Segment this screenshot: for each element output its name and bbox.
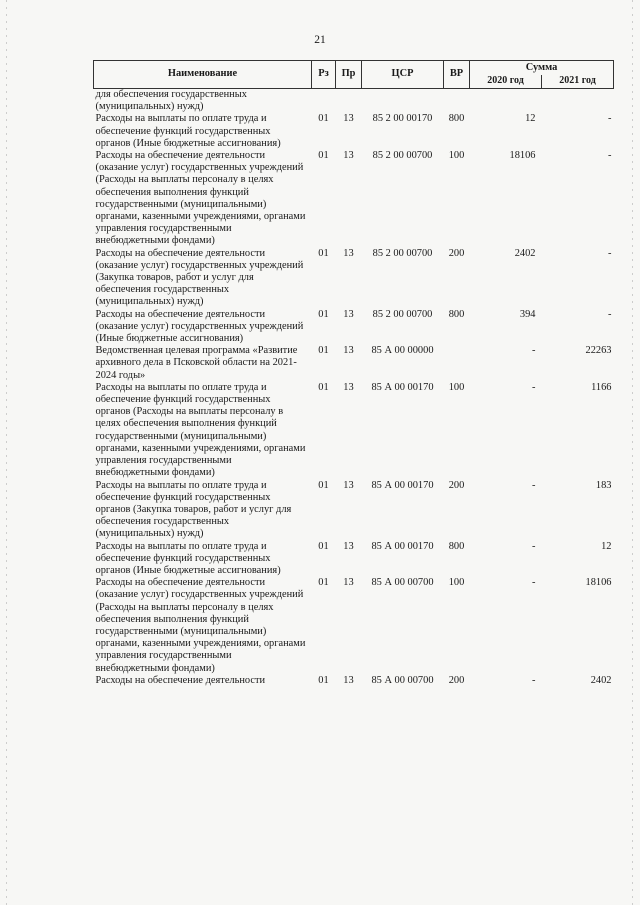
budget-table-container <box>93 60 613 687</box>
row-vr-cell: 100 <box>448 577 465 589</box>
row-csr-cell: 85 А 00 00170 <box>371 381 434 393</box>
budget-table <box>93 60 614 687</box>
header-pr: Пр <box>336 61 362 89</box>
row-csr-cell: 85 2 00 00700 <box>372 150 433 162</box>
row-name-cell: для обеспечения государственных (муниципальных) нужд) <box>95 89 247 113</box>
row-amount-2021-cell: - <box>608 247 612 259</box>
row-amount-2020-cell: - <box>532 674 536 686</box>
header-name: Наименование <box>94 61 312 89</box>
row-rz-cell: 01 <box>318 113 329 125</box>
row-name-cell: Расходы на выплаты по оплате труда и обеспечение функций государственных органов (Иные бюджетные ассигнования) <box>95 540 281 576</box>
row-amount-2021-cell: 183 <box>595 479 612 491</box>
row-csr-cell: 85 А 00 00700 <box>371 577 434 589</box>
row-pr-cell: 13 <box>343 247 354 259</box>
row-amount-2020-cell: - <box>532 479 536 491</box>
table-row <box>94 382 614 480</box>
row-csr-cell: 85 2 00 00170 <box>372 113 433 125</box>
table-row <box>94 345 614 382</box>
row-csr-cell <box>362 89 444 114</box>
row-pr-cell: 13 <box>343 577 354 589</box>
table-row <box>94 89 614 114</box>
row-name-cell: Расходы на обеспечение деятельности (оказание услуг) государственных учреждений (Закупка товаров, работ и услуг для обеспечения государственных (муниципальных) нужд) <box>95 247 304 308</box>
row-pr-cell: 13 <box>343 113 354 125</box>
row-rz-cell: 01 <box>318 345 329 357</box>
row-vr-cell: 800 <box>448 113 465 125</box>
row-pr-cell: 13 <box>343 150 354 162</box>
scan-edge-left <box>6 0 7 905</box>
row-amount-2021-cell: - <box>608 308 612 320</box>
row-pr-cell: 13 <box>343 674 354 686</box>
row-rz-cell: 01 <box>318 577 329 589</box>
row-vr-cell <box>444 345 470 382</box>
row-vr-cell: 200 <box>448 674 465 686</box>
row-amount-2020-cell: 18106 <box>509 150 536 162</box>
page-number: 21 <box>314 34 326 46</box>
row-amount-2021-cell: 1166 <box>591 381 612 393</box>
table-row <box>94 150 614 248</box>
row-amount-2021-cell: - <box>608 113 612 125</box>
row-amount-2021-cell: 22263 <box>585 345 612 357</box>
row-amount-2020-cell: 12 <box>525 113 536 125</box>
table-row <box>94 309 614 346</box>
row-pr-cell: 13 <box>343 479 354 491</box>
row-pr-cell: 13 <box>343 345 354 357</box>
row-amount-2020-cell: 2402 <box>514 247 536 259</box>
row-pr-cell: 13 <box>343 308 354 320</box>
header-sum: Сумма <box>470 61 614 76</box>
row-csr-cell: 85 А 00 00000 <box>371 345 434 357</box>
row-vr-cell: 200 <box>448 479 465 491</box>
row-amount-2020-cell <box>470 89 542 114</box>
row-vr-cell: 100 <box>448 381 465 393</box>
row-rz-cell: 01 <box>318 479 329 491</box>
table-row <box>94 541 614 578</box>
row-vr-cell: 200 <box>448 247 465 259</box>
row-amount-2020-cell: - <box>532 540 536 552</box>
row-pr-cell: 13 <box>343 381 354 393</box>
row-amount-2021-cell: 12 <box>601 540 612 552</box>
table-row <box>94 675 614 687</box>
row-rz-cell: 01 <box>318 247 329 259</box>
row-amount-2021-cell: - <box>608 150 612 162</box>
row-vr-cell: 800 <box>448 308 465 320</box>
row-name-cell: Расходы на обеспечение деятельности <box>95 674 266 686</box>
row-amount-2021-cell: 2402 <box>590 674 612 686</box>
row-csr-cell: 85 2 00 00700 <box>372 247 433 259</box>
table-row <box>94 480 614 541</box>
table-header <box>94 61 614 89</box>
header-rz: Рз <box>312 61 336 89</box>
table-row <box>94 577 614 675</box>
row-name-cell: Расходы на обеспечение деятельности (оказание услуг) государственных учреждений (Иные бюджетные ассигнования) <box>95 308 304 345</box>
header-year-2021: 2021 год <box>542 75 614 89</box>
table-row <box>94 113 614 150</box>
row-name-cell: Расходы на выплаты по оплате труда и обеспечение функций государственных органов (Иные бюджетные ассигнования) <box>95 113 281 149</box>
row-amount-2020-cell: 394 <box>519 308 536 320</box>
table-body <box>94 89 614 687</box>
row-rz-cell: 01 <box>318 674 329 686</box>
row-vr-cell: 800 <box>448 540 465 552</box>
row-amount-2021-cell: 18106 <box>585 577 612 589</box>
row-amount-2020-cell: - <box>532 381 536 393</box>
row-vr-cell <box>444 89 470 114</box>
row-name-cell: Ведомственная целевая программа «Развитие архивного дела в Псковской области на 2021-2024 годы» <box>95 345 298 381</box>
row-vr-cell: 100 <box>448 150 465 162</box>
table-row <box>94 248 614 309</box>
row-rz-cell <box>312 89 336 114</box>
scan-edge-right <box>632 0 633 905</box>
row-csr-cell: 85 2 00 00700 <box>372 308 433 320</box>
row-rz-cell: 01 <box>318 150 329 162</box>
row-name-cell: Расходы на обеспечение деятельности (оказание услуг) государственных учреждений (Расходы на выплаты персоналу в целях обеспечения выполнения функций государственными (муниципальными) органами, казенными учреждениями, органами управления государственными внебюджетными фондами) <box>95 577 306 674</box>
row-amount-2021-cell <box>542 89 614 114</box>
row-amount-2020-cell: - <box>532 345 536 357</box>
row-name-cell: Расходы на выплаты по оплате труда и обеспечение функций государственных органов (Расходы на выплаты персоналу в целях обеспечения выполнения функций государственными (муниципальными) органами, казенными учреждениями, органами управления государственными внебюджетными фондами) <box>95 381 306 479</box>
row-pr-cell <box>336 89 362 114</box>
row-rz-cell: 01 <box>318 540 329 552</box>
row-name-cell: Расходы на выплаты по оплате труда и обеспечение функций государственных органов (Закупка товаров, работ и услуг для обеспечения государственных (муниципальных) нужд) <box>95 479 292 540</box>
row-pr-cell: 13 <box>343 540 354 552</box>
row-rz-cell: 01 <box>318 381 329 393</box>
row-csr-cell: 85 А 00 00170 <box>371 540 434 552</box>
header-year-2020: 2020 год <box>470 75 542 89</box>
row-name-cell: Расходы на обеспечение деятельности (оказание услуг) государственных учреждений (Расходы на выплаты персоналу в целях обеспечения выполнения функций государственными (муниципальными) органами, казенными учреждениями, органами управления государственными внебюджетными фондами) <box>95 150 306 247</box>
header-vr: ВР <box>444 61 470 89</box>
row-amount-2020-cell: - <box>532 577 536 589</box>
header-csr: ЦСР <box>362 61 444 89</box>
row-csr-cell: 85 А 00 00700 <box>371 674 434 686</box>
row-rz-cell: 01 <box>318 308 329 320</box>
row-csr-cell: 85 А 00 00170 <box>371 479 434 491</box>
